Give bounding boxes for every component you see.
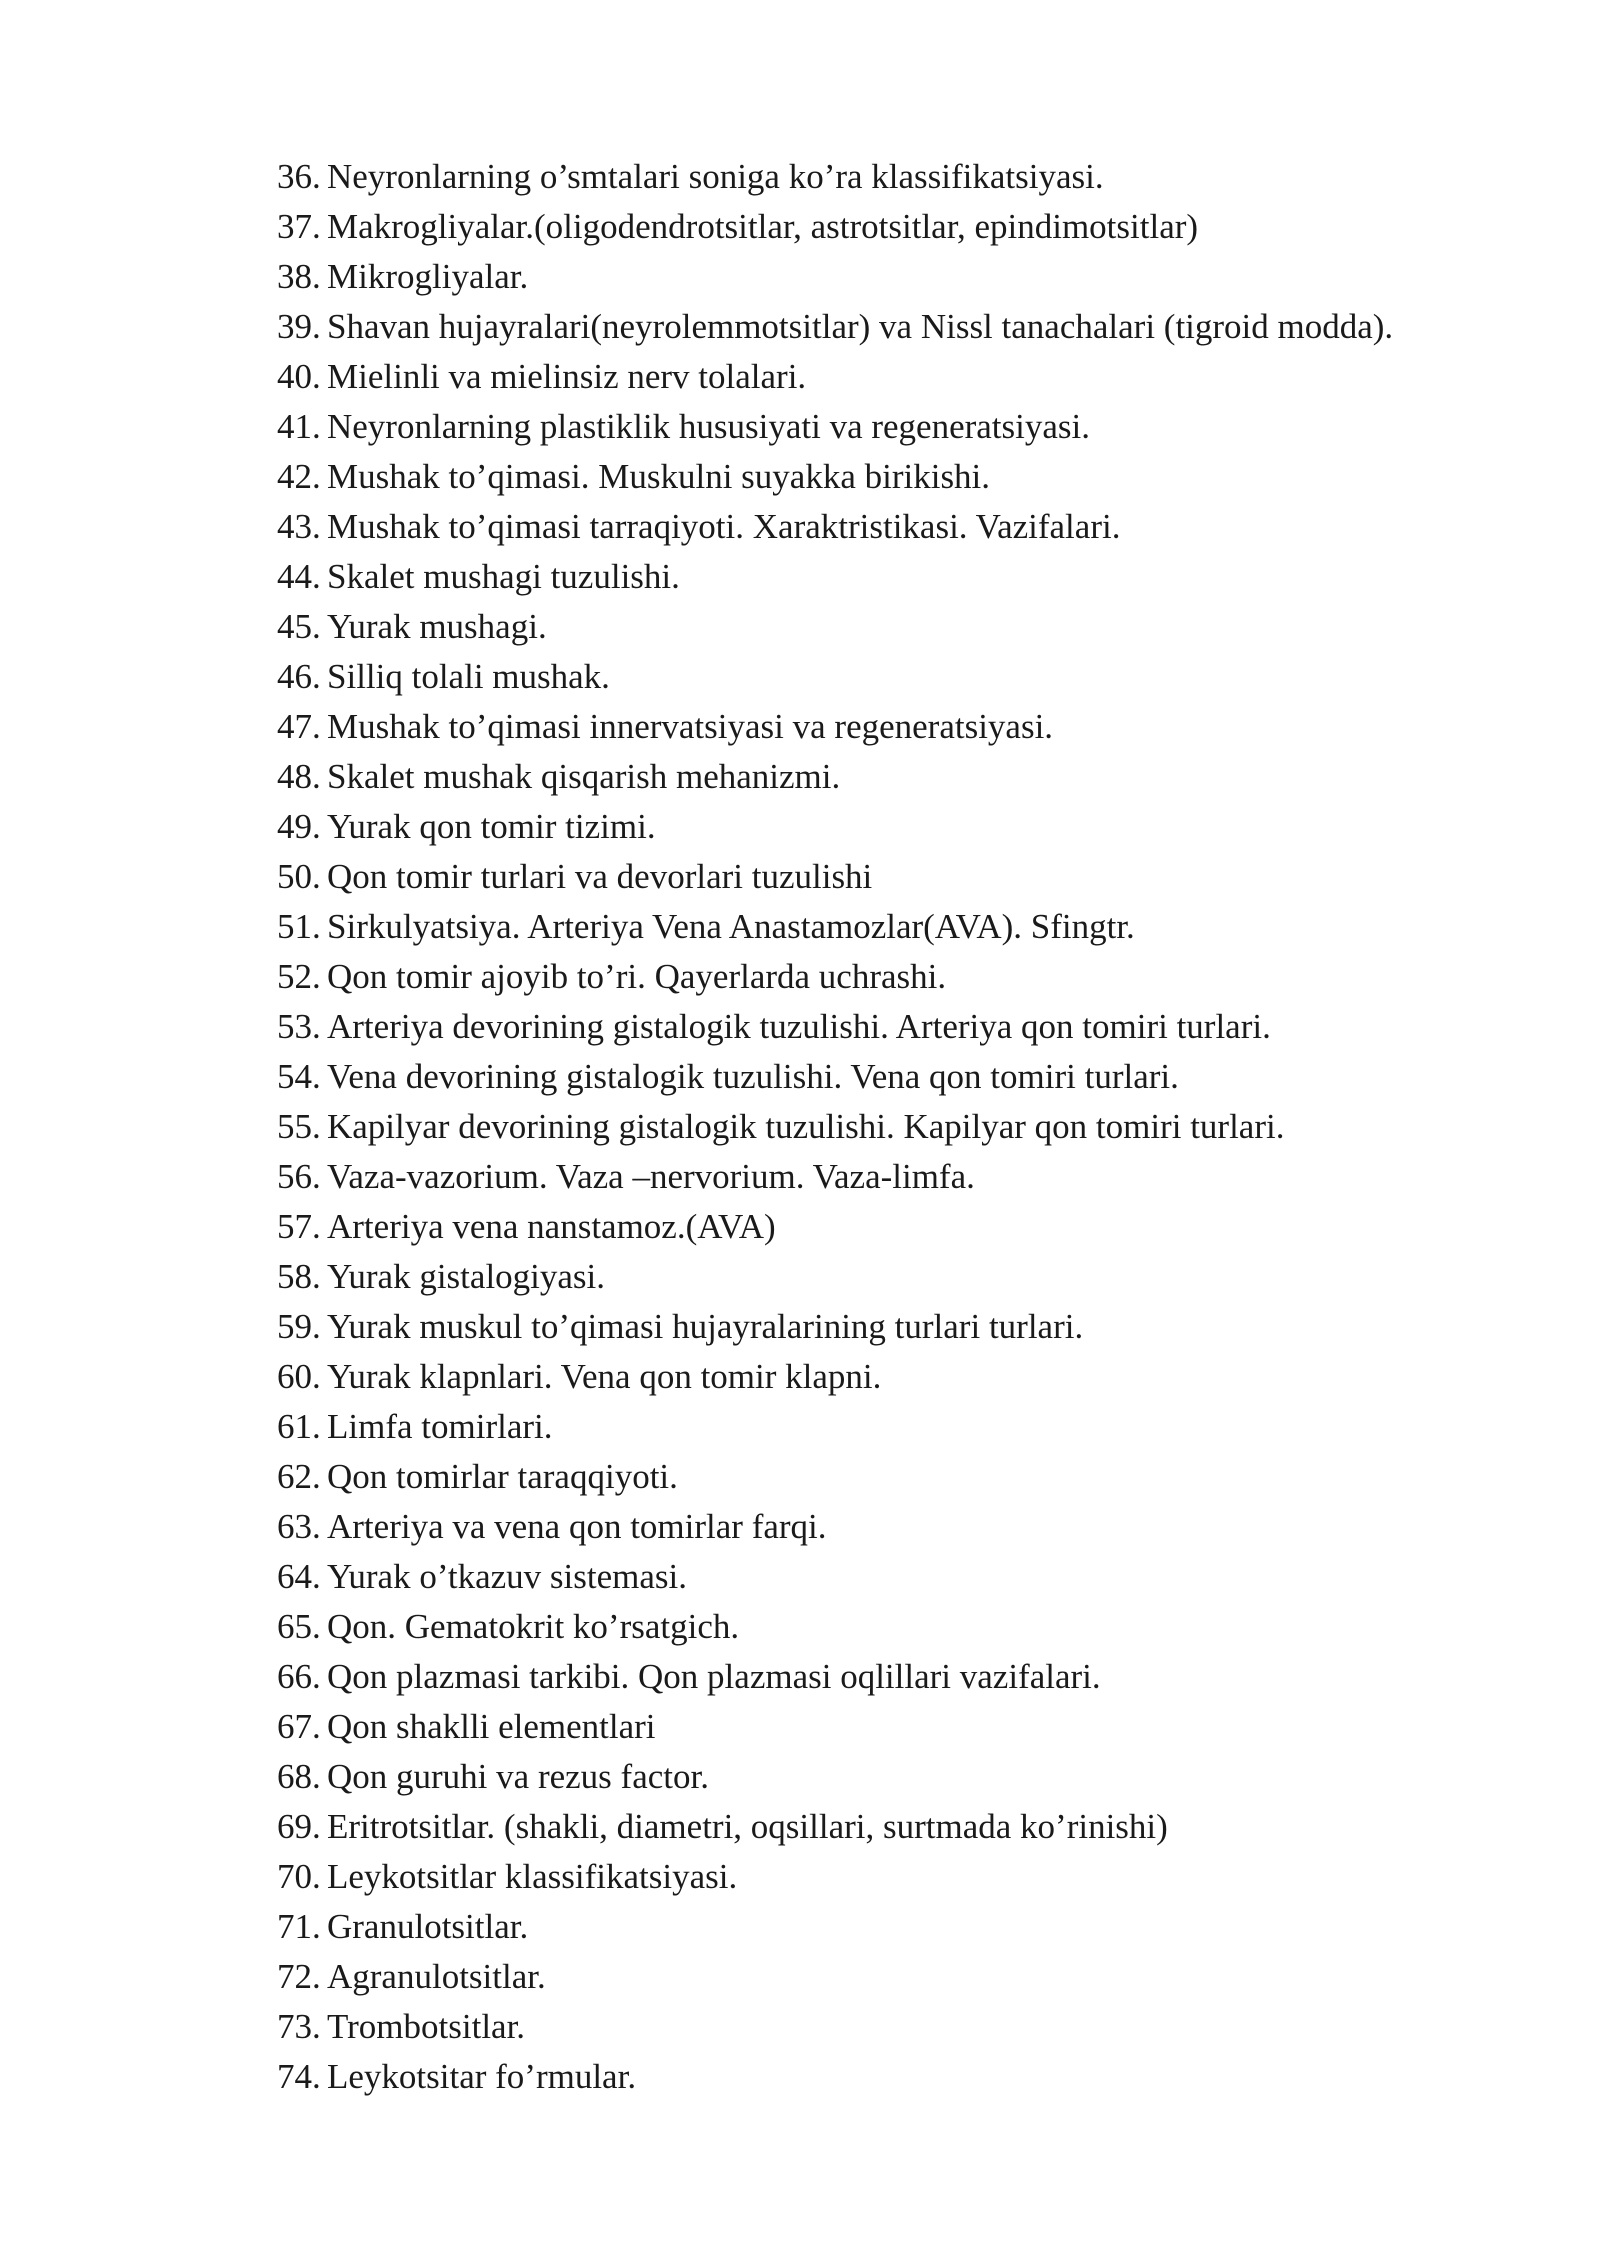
question-text: Mikrogliyalar.: [327, 257, 529, 296]
question-number: 70.: [277, 1857, 321, 1896]
question-text: Mielinli va mielinsiz nerv tolalari.: [327, 357, 807, 396]
question-number: 71.: [277, 1907, 321, 1946]
question-number: 42.: [277, 457, 321, 496]
question-text: Skalet mushagi tuzulishi.: [327, 557, 680, 596]
question-number: 46.: [277, 657, 321, 696]
question-number: 43.: [277, 507, 321, 546]
question-text: Leykotsitlar klassifikatsiyasi.: [327, 1857, 738, 1896]
question-number: 63.: [277, 1507, 321, 1546]
question-number: 73.: [277, 2007, 321, 2046]
question-number: 52.: [277, 957, 321, 996]
question-text: Agranulotsitlar.: [327, 1957, 546, 1996]
question-text: Qon plazmasi tarkibi. Qon plazmasi oqlillari vazifalari.: [327, 1657, 1101, 1696]
question-text: Qon tomirlar taraqqiyoti.: [327, 1457, 678, 1496]
question-text: Mushak to’qimasi. Muskulni suyakka birikishi.: [327, 457, 991, 496]
question-text: Shavan hujayralari(neyrolemmotsitlar) va Nissl tanachalari (tigroid modda).: [327, 307, 1394, 346]
question-number: 40.: [277, 357, 321, 396]
question-text: Trombotsitlar.: [327, 2007, 526, 2046]
question-text: Yurak qon tomir tizimi.: [327, 807, 656, 846]
question-text: Arteriya va vena qon tomirlar farqi.: [327, 1507, 827, 1546]
question-text: Arteriya vena nanstamoz.(AVA): [327, 1207, 776, 1246]
question-number: 53.: [277, 1007, 321, 1046]
question-text: Yurak mushagi.: [327, 607, 547, 646]
question-number: 64.: [277, 1557, 321, 1596]
question-number: 48.: [277, 757, 321, 796]
question-text: Vena devorining gistalogik tuzulishi. Vena qon tomiri turlari.: [327, 1057, 1179, 1096]
question-number: 50.: [277, 857, 321, 896]
question-text: Yurak gistalogiyasi.: [327, 1257, 606, 1296]
question-number: 39.: [277, 307, 321, 346]
question-number: 62.: [277, 1457, 321, 1496]
question-text: Qon tomir ajoyib to’ri. Qayerlarda uchrashi.: [327, 957, 947, 996]
question-text: Leykotsitar fo’rmular.: [327, 2057, 637, 2096]
question-number: 44.: [277, 557, 321, 596]
question-text: Yurak muskul to’qimasi hujayralarining turlari turlari.: [327, 1307, 1084, 1346]
question-number: 59.: [277, 1307, 321, 1346]
question-text: Silliq tolali mushak.: [327, 657, 610, 696]
question-number: 54.: [277, 1057, 321, 1096]
question-number: 65.: [277, 1607, 321, 1646]
question-text: Yurak klapnlari. Vena qon tomir klapni.: [327, 1357, 882, 1396]
question-text: Qon shaklli elementlari: [327, 1707, 656, 1746]
question-text: Qon. Gematokrit ko’rsatgich.: [327, 1607, 740, 1646]
question-text: Qon tomir turlari va devorlari tuzulishi: [327, 857, 873, 896]
question-text: Limfa tomirlari.: [327, 1407, 553, 1446]
question-text: Yurak o’tkazuv sistemasi.: [327, 1557, 687, 1596]
question-text: Sirkulyatsiya. Arteriya Vena Anastamozlar(AVA). Sfingtr.: [327, 907, 1135, 946]
question-number: 45.: [277, 607, 321, 646]
question-number: 74.: [277, 2057, 321, 2096]
question-text: Qon guruhi va rezus factor.: [327, 1757, 709, 1796]
question-number: 38.: [277, 257, 321, 296]
question-number: 49.: [277, 807, 321, 846]
question-number: 66.: [277, 1657, 321, 1696]
question-number: 36.: [277, 157, 321, 196]
question-text: Neyronlarning plastiklik hususiyati va regeneratsiyasi.: [327, 407, 1091, 446]
question-number: 57.: [277, 1207, 321, 1246]
question-number: 72.: [277, 1957, 321, 1996]
question-text: Arteriya devorining gistalogik tuzulishi. Arteriya qon tomiri turlari.: [327, 1007, 1271, 1046]
question-number: 58.: [277, 1257, 321, 1296]
question-number: 47.: [277, 707, 321, 746]
question-number: 55.: [277, 1107, 321, 1146]
question-number: 67.: [277, 1707, 321, 1746]
question-text: Mushak to’qimasi tarraqiyoti. Xaraktristikasi. Vazifalari.: [327, 507, 1121, 546]
question-text: Skalet mushak qisqarish mehanizmi.: [327, 757, 841, 796]
question-text: Kapilyar devorining gistalogik tuzulishi. Kapilyar qon tomiri turlari.: [327, 1107, 1285, 1146]
question-number: 37.: [277, 207, 321, 246]
question-number: 69.: [277, 1807, 321, 1846]
question-text: Granulotsitlar.: [327, 1907, 529, 1946]
question-text: Eritrotsitlar. (shakli, diametri, oqsillari, surtmada ko’rinishi): [327, 1807, 1168, 1846]
question-text: Makrogliyalar.(oligodendrotsitlar, astrotsitlar, epindimotsitlar): [327, 207, 1199, 246]
question-text: Vaza-vazorium. Vaza –nervorium. Vaza-limfa.: [327, 1157, 975, 1196]
question-number: 56.: [277, 1157, 321, 1196]
question-number: 41.: [277, 407, 321, 446]
question-text: Mushak to’qimasi innervatsiyasi va regeneratsiyasi.: [327, 707, 1054, 746]
question-text: Neyronlarning o’smtalari soniga ko’ra klassifikatsiyasi.: [327, 157, 1104, 196]
question-number: 60.: [277, 1357, 321, 1396]
question-number: 61.: [277, 1407, 321, 1446]
question-number: 68.: [277, 1757, 321, 1796]
question-number: 51.: [277, 907, 321, 946]
